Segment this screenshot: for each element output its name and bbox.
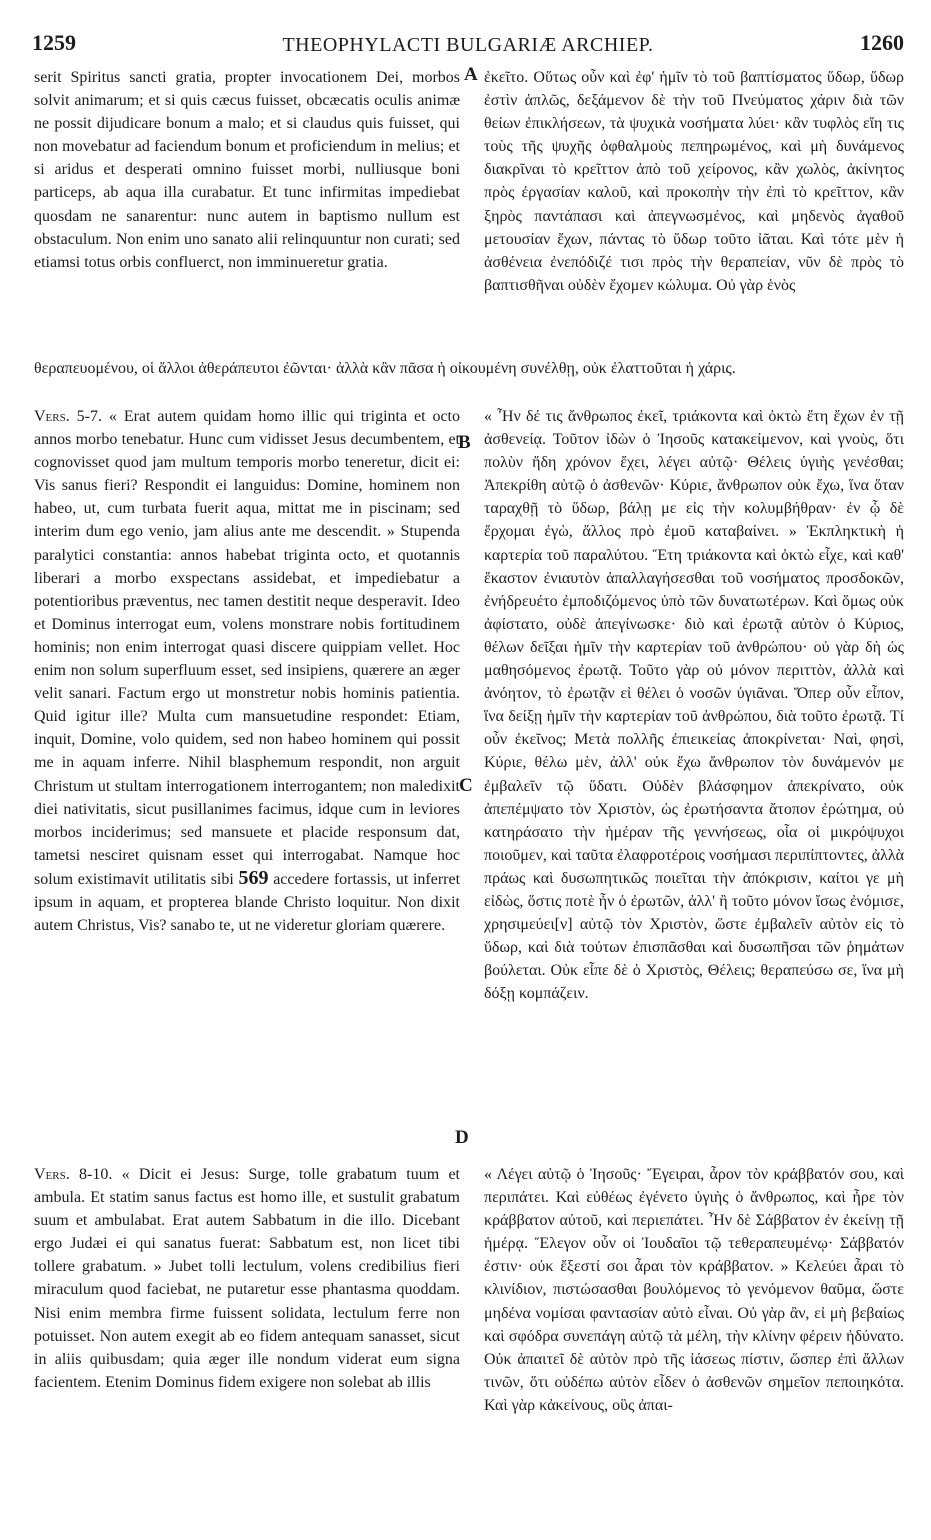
- page-header: [32, 30, 904, 60]
- latin-paragraph-3: [34, 1163, 460, 1394]
- margin-letter-b: B: [458, 432, 471, 453]
- verse-label-8-10: Vers. 8-10.: [34, 1166, 113, 1183]
- running-title: THEOPHYLACTI BULGARIÆ ARCHIEP.: [282, 34, 654, 56]
- latin-paragraph-2-text: « Erat autem quidam homo illic qui triginta et octo annos morbo tenebatur. Hunc cum vidisset Jesus decumbentem, et cognovisset quod jam multum temporis morbo teneretur, dicit ei: Vis sanus fieri? Respondit ei languidus: Domine, hominem non habeo, ut, cum turbata fuerit aqua, mittat me in piscinam; sed interim dum ego venio, jam alius ante me descendit. » Stupenda paralytici constantia: annos habebat triginta octo, et quotannis liberari a morbo exspectans assidebat, et impediebatur a potentioribus præventus, nec tamen destitit neque desperavit. Ideo et Dominus interrogat eum, volens monstrare nobis fortitudinem hominis; non enim interrogat quasi discere quippiam vellet. Hoc enim non solum superfluum esset, sed insipiens, quærere an æger velit sanari. Factum ergo ut monstretur nobis hominis patientia. Quid igitur ille? Multa cum mansuetudine respondet: Etiam, inquit, Domine, volo quidem, sed non habeo hominem qui possit me in aquam inferre. Nihil blasphemum respondit, non arguit Christum ut stultam interrogationem interrogantem; non maledixit diei nativitatis, sicut pusillanimes facimus, idque cum in leviores morbos inciderimus; sed mansuete et placide responsum dat, tametsi nesciret quisnam esset qui interrogabat. Namque hoc solum existimavit utilitatis sibi: [34, 408, 461, 888]
- margin-letter-c: C: [459, 775, 473, 796]
- greek-paragraph-1: ἐκεῖτο. Οὕτως οὖν καὶ ἐφ' ἡμῖν τὸ τοῦ βαπτίσματος ὕδωρ, ὕδωρ ἐστὶν ἁπλῶς, δεξάμενον δὲ τὴν τοῦ Πνεύματος χάριν διὰ τῶν θείων ἐπικλήσεων, τὰ ψυχικὰ νοσήματα λύει· κἂν τυφλὸς εἴη τις τοὺς τῆς ψυχῆς ὀφθαλμοὺς πεπηρωμένος, καὶ μὴ δυνάμενος διακρῖναι τὸ κρεῖττον ἀπὸ τοῦ χείρονος, κἂν χωλὸς, ἀκίνητος πρὸς ἐργασίαν καλοῦ, καὶ προκοπὴν τὴν ἐπὶ τὸ κρεῖττον, κἂν ξηρὸς παντάπασι καὶ ἀπεγνωσμένος, καὶ μηδενὸς ἀγαθοῦ μετουσίαν ἔχων, πάντας τὸ ὕδωρ τοῦτο ἰᾶται. Καὶ τότε μὲν ἡ ἀσθένεια ἐνεπόδιζέ τισι πρὸς τὴν θεραπείαν, νῦν δὲ πρὸς τὸ βαπτισθῆναι οὐδὲν ἔχομεν κώλυμα. Οὐ γὰρ ἑνὸς: [484, 69, 904, 294]
- margin-letter-a: A: [464, 64, 478, 85]
- latin-paragraph-3-text: « Dicit ei Jesus: Surge, tolle grabatum tuum et ambula. Et statim sanus factus est homo ille, et sustulit grabatum suum et ambulabat. Erat autem Sabbatum in die illo. Dicebant ergo Judæi ei qui sanatus fuerat: Sabbatum est, non licet tibi tollere grabatum. » Jubet tolli lectulum, volens credibilius fieri miraculum quod faciebat, ne putaretur esse phantasma quoddam. Nisi enim membra firme fuissent solidata, lectulum ferre non potuisset. Non autem exegit ab eo fidem antequam sanasset, sicut in aliis quibusdam; quia æger ille nondum viderat eum signa facientem. Etenim Dominus fidem exigere non solebat ab illis: [34, 1166, 461, 1391]
- margin-letter-d: D: [455, 1127, 469, 1148]
- greek-paragraph-2: « Ἦν δέ τις ἄνθρωπος ἐκεῖ, τριάκοντα καὶ ὀκτὼ ἔτη ἔχων ἐν τῇ ἀσθενείᾳ. Τοῦτον ἰδὼν ὁ Ἰησοῦς κατακείμενον, καὶ γνοὺς, ὅτι πολὺν ἤδη χρόνον ἔχει, λέγει αὐτῷ· Θέλεις ὑγιὴς γενέσθαι; Ἀπεκρίθη αὐτῷ ὁ ἀσθενῶν· Κύριε, ἄνθρωπον οὐκ ἔχω, ἵνα ὅταν ταραχθῇ τὸ ὕδωρ, βάλῃ με εἰς τὴν κολυμβήθραν· ἐν ᾧ δὲ ἔρχομαι ἐγὼ, ἄλλος πρὸ ἐμοῦ καταβαίνει. » Ἐκπληκτικὴ ἡ καρτερία τοῦ παραλύτου. Ἔτη τριάκοντα καὶ ὀκτὼ εἶχε, καὶ καθ' ἕκαστον ἐνιαυτὸν ἀπαλλαγήσεσθαι τοῦ νοσήματος προσδοκῶν, ἐνήδρευέτο ἐμποδιζόμενος ὑπὸ τῶν δυνατωτέρων. Καὶ ὅμως οὐκ ἀφίστατο, οὐδὲ ἀπεγίνωσκε· διὸ καὶ ἐρωτᾷ αὐτὸν ὁ Κύριος, θέλων δεῖξαι ἡμῖν τὴν καρτερίαν τοῦ ἀνθρώπου· οὐ γὰρ δὴ ὡς μαθησόμενος ἐρωτᾷ. Τοῦτο γὰρ οὐ μόνον περιττὸν, ἀλλὰ καὶ ἀνόητον, τὸ ἐρωτᾷν εἰ θέλει ὁ νοσῶν ὑγιᾶναι. Ὅπερ οὖν εἶπον, ἵνα δείξῃ ἡμῖν τὴν καρτερίαν τοῦ ἀνθρώπου, διὰ τοῦτο ἐρωτᾷ. Τί οὖν ἐκεῖνος; Μετὰ πολλῆς ἐπιεικείας ἀποκρίνεται· Ναὶ, φησὶ, Κύριε, θέλω μὲν, ἀλλ' οὐκ ἔχω ἄνθρωπον τὸν δυνάμενόν με ἐμβαλεῖν τῷ ὕδατι. Οὐδὲν βλάσφημον ἀπεκρίνατο, οὐκ ἀπεπέμψατο τὸν Χριστὸν, ὡς ἐρωτήσαντα ἄτοπον ἐρώτημα, οὐ κατηράσατο τὴν ἡμέραν τῆς γεννήσεως, οἷα οἱ μικρόψυχοι ποιοῦμεν, καὶ ταῦτα ἐλαφροτέροις νοσήμασι περιπίπτοντες, ἀλλὰ πράως καὶ δυσωπητικῶς ποιεῖται τὴν ἀπόκρισιν, καίτοι γε μὴ εἰδὼς, ὅστις ποτὲ ἦν ὁ ἐρωτῶν, ἀλλ' ἢ τοῦτο μόνον ἴσως ἐνόμισε, χρησιμεύει[ν] αὐτῷ τὸν Χριστὸν, ὥστε ἐμβαλεῖν αὐτὸν εἰς τὸ ὕδωρ, καὶ διὰ τούτων ἐπισπᾶσθαι καὶ δυσωπῆσαι τῶν ῥημάτων βούλεται. Οὐκ εἶπε δὲ ὁ Χριστὸς, Θέλεις; θεραπεύσω σε, ἵνα μὴ δόξῃ κομπάζειν.: [484, 408, 904, 1003]
- verse-label-5-7: Vers. 5-7.: [34, 408, 102, 425]
- greek-paragraph-3: « Λέγει αὐτῷ ὁ Ἰησοῦς· Ἔγειραι, ἆρον τὸν κράββατόν σου, καὶ περιπάτει. Καὶ εὐθέως ἐγένετο ὑγιὴς ὁ ἄνθρωπος, καὶ ἦρε τὸν κράββατον αὐτοῦ, καὶ περιεπάτει. Ἦν δὲ Σάββατον ἐν ἐκείνῃ τῇ ἡμέρᾳ. Ἔλεγον οὖν οἱ Ἰουδαῖοι τῷ τεθεραπευμένῳ· Σάββατόν ἐστιν· οὐκ ἔξεστί σοι ἆραι τὸν κράββατον. » Κελεύει ἆραι τὸ κλινίδιον, πιστώσασθαι βουλόμενος τὸ γενόμενον θαῦμα, ὥστε μηδένα νομίσαι φαντασίαν αὐτὸ εἶναι. Οὐ γὰρ ἂν, εἰ μὴ βεβαίως καὶ σφόδρα συνεπάγη αὐτῷ τὰ μέλη, τὴν κλίνην φέρειν ἠδύνατο. Οὐκ ἀπαιτεῖ δὲ αὐτὸν πρὸ τῆς ἰάσεως πίστιν, ὥσπερ ἐπὶ ἄλλων τινῶν, ὅτι οὐδέπω αὐτὸν εἶδεν ὁ ἀσθενῶν σημεῖον πεποιηκότα. Καὶ γὰρ κἀκείνους, οὓς ἀπαι-: [484, 1166, 904, 1414]
- column-number: 569: [238, 866, 269, 889]
- latin-paragraph-1: serit Spiritus sancti gratia, propter invocationem Dei, morbos solvit animarum; et si quis cæcus fuisset, obcæcatis oculis animæ ne possit dijudicare bonum a malo; et si claudus quis fuisset, qui non movebatur ad faciendum bonum et proficiendum in melius; et si aridus et desperati omnino fuisset morbi, nulliusque boni particeps, ab aqua illa curabatur. Et tunc infirmitas impediebat quosdam ne sanarentur: nunc autem in baptismo nullum est obstaculum. Non enim uno sanato alii relinquuntur non curati; sed etiamsi totus orbis confluerct, non imminueretur gratia.: [34, 69, 460, 271]
- latin-paragraph-2-text-cont: accedere fortassis, ut inferret ipsum in aquam, et propterea blande Christo loquitur. Non dixit autem Christus, Vis? sanabo te, ut ne videretur gloriam quærere.: [34, 870, 461, 935]
- greek-fullwidth-line: θεραπευομένου, οἱ ἄλλοι ἀθεράπευτοι ἐῶνται· ἀλλὰ κἂν πᾶσα ἡ οἰκουμένη συνέλθῃ, οὐκ ἐλαττοῦται ἡ χάρις.: [34, 360, 736, 377]
- right-page-number: 1260: [860, 30, 904, 55]
- left-page-number: 1259: [32, 30, 76, 55]
- latin-paragraph-2: [34, 405, 460, 937]
